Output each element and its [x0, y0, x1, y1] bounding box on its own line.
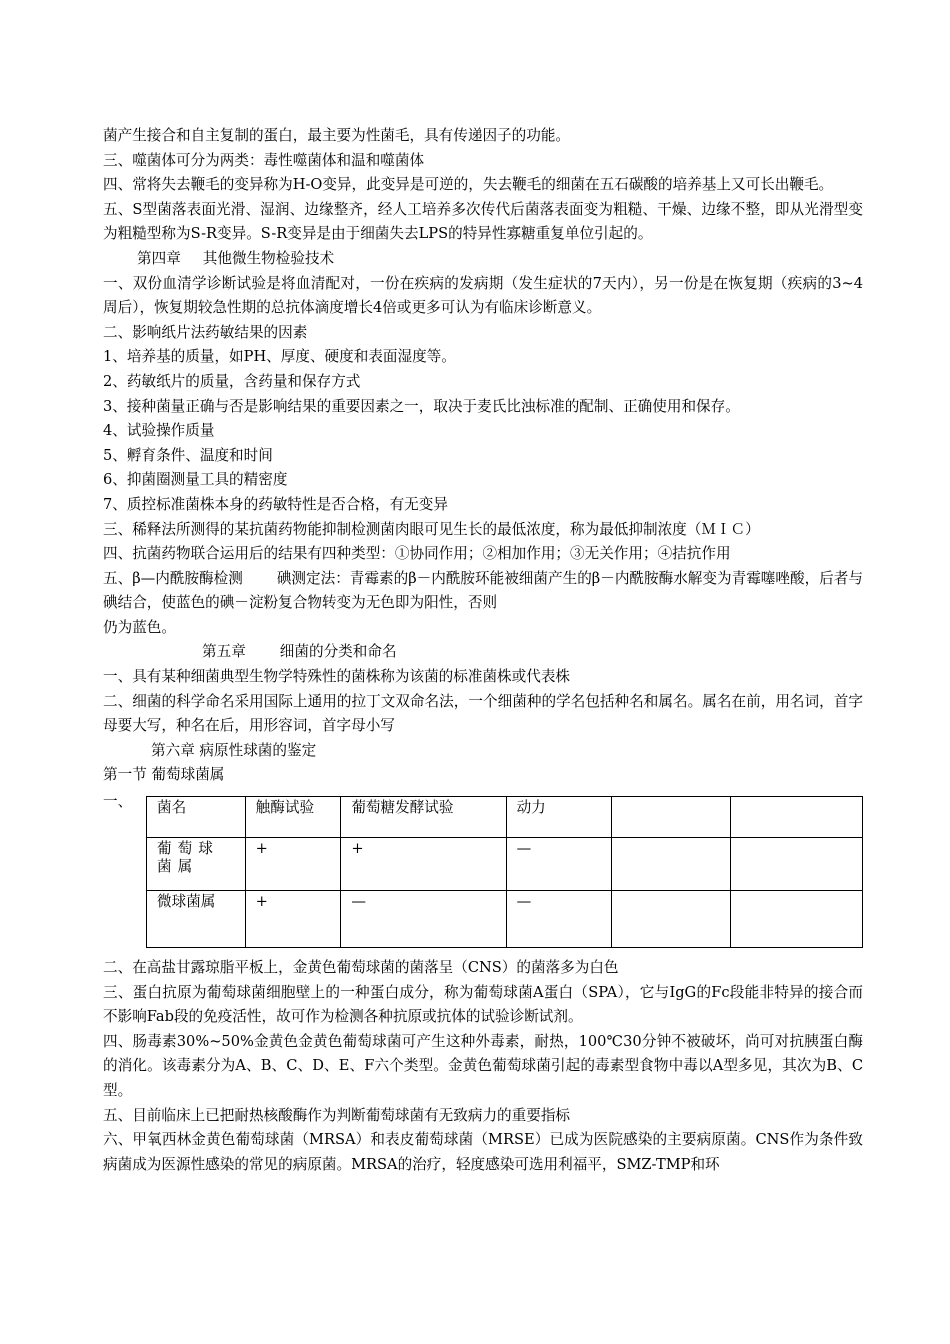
paragraph: 四、抗菌药物联合运用后的结果有四种类型：①协同作用；②相加作用；③无关作用；④拮抗作用: [103, 545, 731, 563]
table-number: 一、: [103, 793, 133, 811]
paragraph: 四、肠毒素30%~50%金黄色金黄色葡萄球菌可产生这种外毒素，耐热，100℃30分钟不被破坏，尚可对抗胰蛋白酶的消化。该毒素分为A、B、C、D、E、F六个类型。金黄色葡萄球菌引起的毒素型食物中毒以A型多见，其次为B、C型。: [103, 1032, 863, 1099]
paragraph: 菌产生接合和自主复制的蛋白，最主要为性菌毛，具有传递因子的功能。: [103, 127, 571, 144]
comparison-table-block: [103, 790, 863, 956]
list-item: 3、接种菌量正确与否是影响结果的重要因素之一，取决于麦氏比浊标准的配制、正确使用和保存。: [103, 397, 740, 415]
table-header-row: [147, 797, 863, 838]
table-cell: [612, 838, 730, 891]
table-cell: 葡萄糖发酵试验: [341, 797, 506, 838]
paragraph: 六、甲氧西林金黄色葡萄球菌（MRSA）和表皮葡萄球菌（MRSE）已成为医院感染的主要病原菌。CNS作为条件致病菌成为医源性感染的常见的病原菌。MRSA的治疗，轻度感染可选用利福平，SMZ-TMP和环: [103, 1131, 863, 1173]
table-cell: —: [341, 891, 506, 948]
chapter-6-heading: 第六章 病原性球菌的鉴定: [151, 741, 317, 759]
chapter-title: 细菌的分类和命名: [279, 643, 397, 661]
chapter-4-heading: [103, 247, 863, 272]
paragraph: 五、目前临床上已把耐热核酸酶作为判断葡萄球菌有无致病力的重要指标: [103, 1106, 571, 1124]
table-cell: 触酶试验: [245, 797, 341, 838]
paragraph: 二、影响纸片法药敏结果的因素: [103, 323, 308, 341]
list-item: 6、抑菌圈测量工具的精密度: [103, 471, 288, 489]
table-cell: +: [245, 838, 341, 891]
table-cell: —: [506, 838, 612, 891]
list-item: 4、试验操作质量: [103, 422, 215, 440]
paragraph: 五、S型菌落表面光滑、湿润、边缘整齐，经人工培养多次传代后菌落表面变为粗糙、干燥、边缘不整，即从光滑型变为粗糙型称为S-R变异。S-R变异是由于细菌失去LPS的特异性寡糖重复单位引起的。: [103, 200, 863, 243]
paragraph: 三、蛋白抗原为葡萄球菌细胞壁上的一种蛋白成分，称为葡萄球菌A蛋白（SPA），它与IgG的Fc段能非特异的接合而不影响Fab段的免疫活性，故可作为检测各种抗原或抗体的试验诊断试剂。: [103, 983, 863, 1026]
document-body: [103, 124, 863, 1177]
table-cell: 动力: [506, 797, 612, 838]
chapter-5-heading: [103, 640, 863, 665]
paragraph: 仍为蓝色。: [103, 618, 176, 636]
chapter-number: 第四章: [137, 249, 181, 267]
paragraph: 三、稀释法所测得的某抗菌药物能抑制检测菌肉眼可见生长的最低浓度，称为最低抑制浓度（ＭＩＣ）: [103, 520, 760, 538]
table-cell: 微球菌属: [147, 891, 246, 948]
paragraph: 一、具有某种细菌典型生物学特殊性的菌株称为该菌的标准菌株或代表株: [103, 668, 571, 686]
table-cell: —: [506, 891, 612, 948]
paragraph: [103, 567, 863, 616]
chapter-number: 第五章: [202, 643, 246, 661]
table-cell: [730, 838, 862, 891]
list-item: 5、孵育条件、温度和时间: [103, 446, 273, 464]
table-cell: +: [245, 891, 341, 948]
list-item: 2、药敏纸片的质量，含药量和保存方式: [103, 372, 361, 390]
table-row: [147, 891, 863, 948]
table-cell: [730, 891, 862, 948]
table-cell: 菌名: [147, 797, 246, 838]
table-cell: [612, 797, 730, 838]
table-cell: [612, 891, 730, 948]
list-item: 7、质控标准菌株本身的药敏特性是否合格，有无变异: [103, 495, 448, 513]
paragraph: 四、常将失去鞭毛的变异称为H-O变异，此变异是可逆的，失去鞭毛的细菌在五石碳酸的培养基上又可长出鞭毛。: [103, 176, 834, 194]
chapter-title: 其他微生物检验技术: [202, 249, 335, 267]
paragraph: 二、细菌的科学命名采用国际上通用的拉丁文双命名法，一个细菌种的学名包括种名和属名。属名在前，用名词，首字母要大写，种名在后，用形容词，首字母小写: [103, 692, 863, 735]
paragraph: 二、在高盐甘露琼脂平板上，金黄色葡萄球菌的菌落呈（CNS）的菌落多为白色: [103, 959, 619, 977]
comparison-table: [146, 796, 863, 948]
table-cell: +: [341, 838, 506, 891]
table-cell: 葡萄球菌属: [147, 838, 246, 891]
table-cell: [730, 797, 862, 838]
section-heading: 第一节 葡萄球菌属: [103, 766, 225, 784]
iodometric-method-text: 碘测定法：青霉素的β－内酰胺环能被细菌产生的β－内酰胺酶水解变为青霉噻唑酸，后者与碘结合，使蓝色的碘－淀粉复合物转变为无色即为阳性，否则: [103, 569, 863, 612]
table-row: [147, 838, 863, 891]
list-item: 1、培养基的质量，如PH、厚度、硬度和表面湿度等。: [103, 348, 456, 366]
paragraph: 三、噬菌体可分为两类：毒性噬菌体和温和噬菌体: [103, 151, 425, 169]
beta-lactamase-label: 五、β—内酰胺酶检测: [103, 569, 243, 587]
paragraph: 一、双份血清学诊断试验是将血清配对，一份在疾病的发病期（发生症状的7天内），另一份是在恢复期（疾病的3~4周后），恢复期较急性期的总抗体滴度增长4倍或更多可认为有临床诊断意义。: [103, 274, 863, 317]
